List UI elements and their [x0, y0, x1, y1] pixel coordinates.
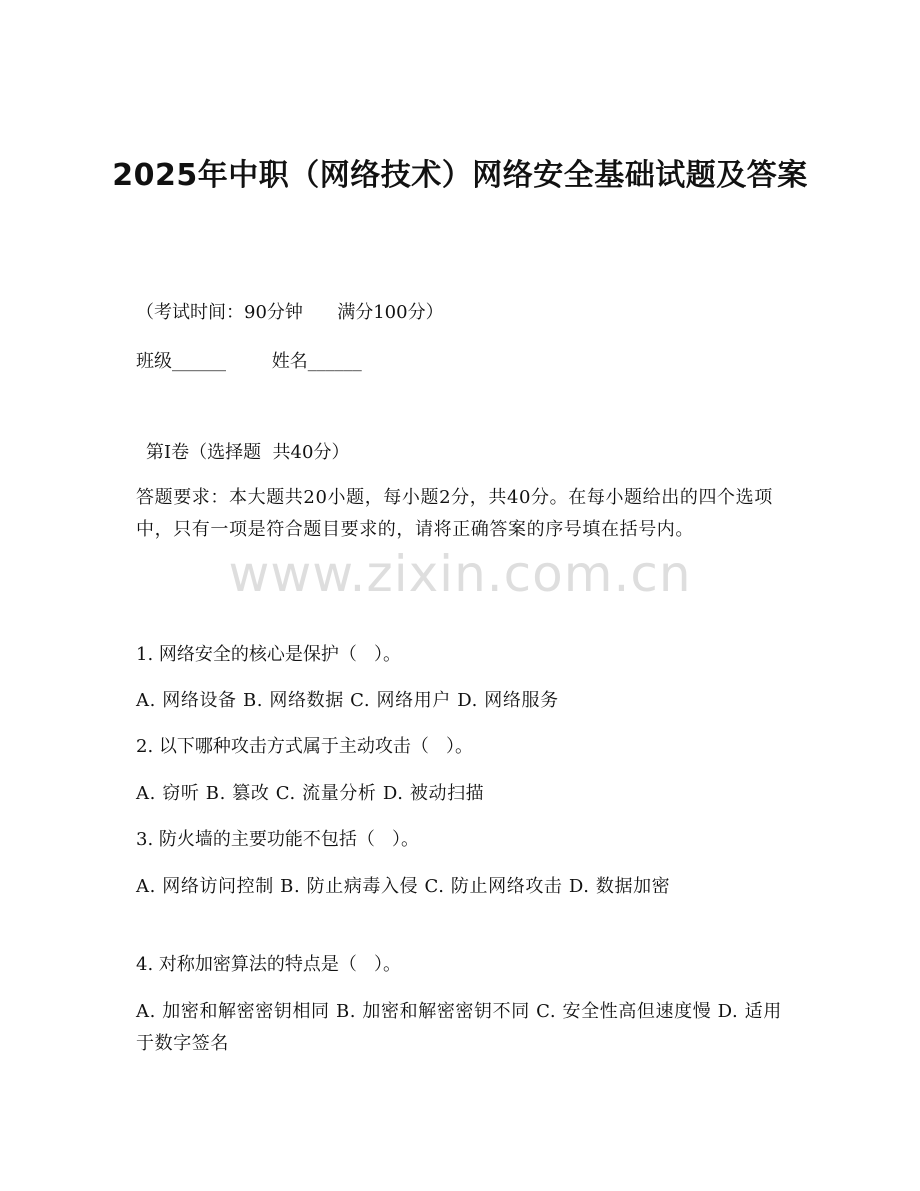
document-title: 2025年中职（网络技术）网络安全基础试题及答案 — [112, 158, 808, 193]
question-1-stem: 1. 网络安全的核心是保护（ ）。 — [136, 644, 402, 665]
section-heading: 第I卷（选择题 共40分） — [146, 442, 350, 463]
question-4-stem: 4. 对称加密算法的特点是（ ）。 — [136, 954, 402, 975]
question-2-stem: 2. 以下哪种攻击方式属于主动攻击（ ）。 — [136, 736, 474, 757]
question-3-stem: 3. 防火墙的主要功能不包括（ ）。 — [136, 829, 420, 850]
question-3-options: A. 网络访问控制 B. 防止病毒入侵 C. 防止网络攻击 D. 数据加密 — [136, 876, 671, 897]
question-1-options: A. 网络设备 B. 网络数据 C. 网络用户 D. 网络服务 — [136, 690, 559, 711]
instructions: 答题要求：本大题共20小题，每小题2分，共40分。在每小题给出的四个选项中，只有一项是符合题目要求的，请将正确答案的序号填在括号内。 — [136, 487, 773, 540]
student-fields: 班级______ 姓名______ — [136, 351, 362, 372]
question-2-options: A. 窃听 B. 篡改 C. 流量分析 D. 被动扫描 — [136, 783, 485, 804]
watermark-text: www.zixin.com.cn — [228, 545, 692, 603]
exam-info: （考试时间：90分钟 满分100分） — [136, 302, 444, 323]
question-4-options: A. 加密和解密密钥相同 B. 加密和解密密钥不同 C. 安全性高但速度慢 D. 适用于数字签名 — [136, 1001, 782, 1054]
